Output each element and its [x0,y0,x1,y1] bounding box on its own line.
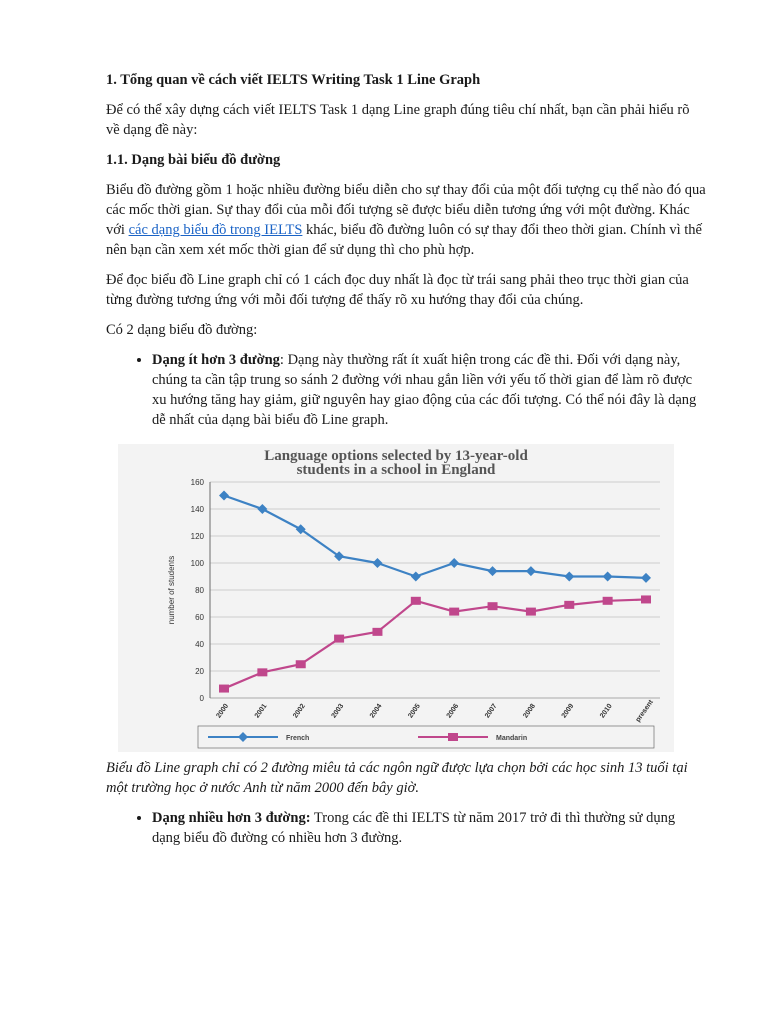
types-intro-paragraph: Có 2 dạng biểu đồ đường: [106,322,258,338]
x-tick-label: 2000 [215,702,231,720]
x-tick-label: 2004 [368,702,384,720]
y-tick-label: 40 [195,640,204,649]
data-point [411,597,421,605]
chart-title: Language options selected by 13-year-old [264,448,528,464]
y-tick-label: 100 [190,559,204,568]
chart-title-line-2: students in a school in England [296,462,496,478]
definition-paragraph [106,180,706,260]
line-chart-figure [118,444,674,752]
reading-paragraph: Để đọc biểu đồ Line graph chỉ có 1 cách đọc duy nhất là đọc từ trái sang phải theo trục thời gian của từng đường tương ứng với mỗi đối tượng để thấy rõ xu hướng thay đổi của chúng. [106,272,689,308]
definition-text-start: Biểu đồ đường gồm 1 hoặc nhiều đường biểu diễn cho sự thay đổi của một đối tượng cụ thể nào đó qua các mốc thời gian. Sự thay đổi của mỗi đối tượng sẽ được biểu diễn tương ứng với một đường. Khác với [106,182,706,238]
y-tick-label: 80 [195,586,204,595]
list-item [152,808,706,848]
data-point [564,601,574,609]
data-point [257,668,267,676]
bullet-1-text: : Dạng này thường rất ít xuất hiện trong các đề thi. Đối với dạng này, chúng ta cần tập trung so sánh 2 đường với nhau gắn liền với yếu tố thời gian để làm rõ được xu hướng tăng hay giảm, giữ nguyên hay giao động của các đối tượng. Có thể nói đây là dạng dễ nhất của dạng bài biểu đồ Line graph. [152,352,697,428]
types-list-1 [106,350,706,430]
document-body [106,70,706,858]
y-tick-label: 140 [190,505,204,514]
data-point [296,660,306,668]
data-point [372,628,382,636]
y-tick-label: 20 [195,667,204,676]
legend-label: Mandarin [496,735,528,742]
bullet-2-text: Trong các đề thi IELTS từ năm 2017 trở đi thì thường sử dụng dạng biểu đồ đường có nhiều hơn 3 đường. [152,810,676,846]
x-tick-label: 2008 [522,702,538,720]
x-tick-label: 2006 [445,702,461,720]
x-tick-label: 2003 [330,702,346,720]
y-axis-label: number of students [167,555,176,625]
x-tick-label: 2007 [483,702,499,720]
x-tick-label: 2009 [560,702,576,720]
legend-marker [448,733,458,741]
types-list-2 [106,808,706,848]
x-tick-label: 2001 [253,702,269,720]
data-point [603,597,613,605]
chart-background [118,444,674,752]
section-heading-1-1: 1.1. Dạng bài biểu đồ đường [106,152,281,168]
section-heading-1: 1. Tổng quan về cách viết IELTS Writing Task 1 Line Graph [106,72,481,88]
line-chart [118,444,674,752]
x-tick-label: 2010 [599,702,614,720]
definition-text-end: khác, biểu đồ đường luôn có sự thay đổi theo thời gian. Chính vì thế nên bạn cần xem xét mốc thời gian để sử dụng thì cho phù hợp. [106,222,702,258]
x-tick-label: 2005 [407,702,422,720]
figure-caption: Biểu đồ Line graph chỉ có 2 đường miêu tả các ngôn ngữ được lựa chọn bởi các học sinh 13 tuổi tại một trường học ở nước Anh từ năm 2000 đến bây giờ. [106,760,688,796]
intro-paragraph: Để có thể xây dựng cách viết IELTS Task 1 dạng Line graph đúng tiêu chí nhất, bạn cần phải hiểu rõ về dạng đề này: [106,102,690,138]
y-tick-label: 60 [195,613,204,622]
y-tick-label: 120 [190,532,204,541]
data-point [526,608,536,616]
bullet-1-title: Dạng ít hơn 3 đường [152,352,280,368]
bullet-2-title: Dạng nhiều hơn 3 đường: [152,810,311,826]
legend-label: French [286,735,310,742]
data-point [334,635,344,643]
data-point [219,685,229,693]
x-tick-label: present [634,698,655,724]
x-tick-label: 2002 [292,702,307,720]
ielts-chart-types-link[interactable]: các dạng biểu đồ trong IELTS [128,222,303,238]
list-item [152,350,706,430]
data-point [488,602,498,610]
data-point [641,595,651,603]
y-tick-label: 160 [190,478,204,487]
data-point [449,608,459,616]
y-tick-label: 0 [199,694,204,703]
